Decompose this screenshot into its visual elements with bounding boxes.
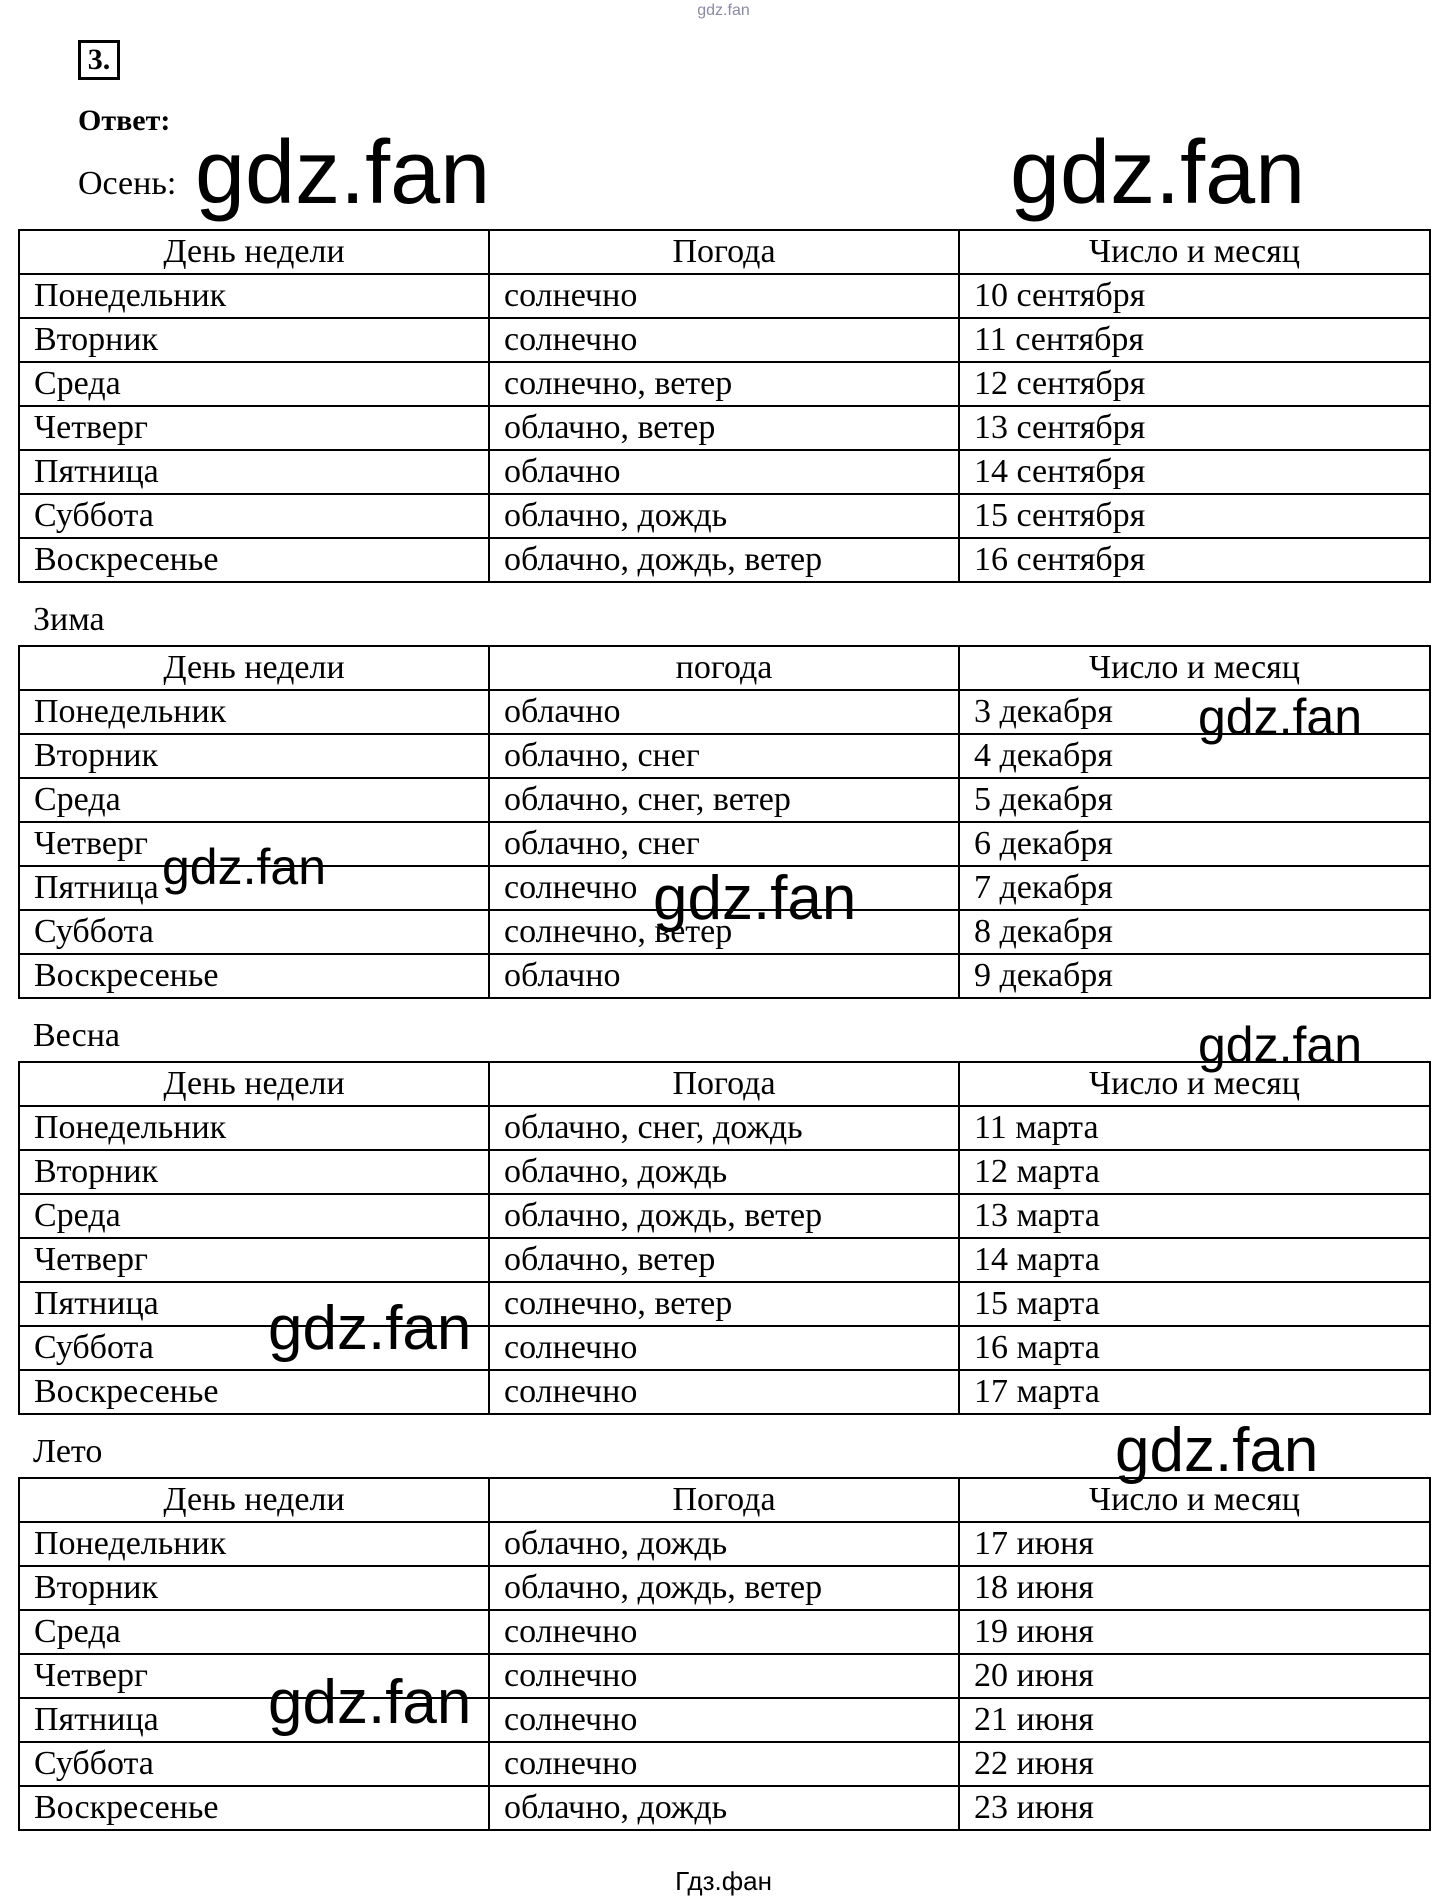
task-number: 3. (78, 40, 120, 80)
day-cell: Понедельник (19, 1522, 489, 1566)
date-cell: 16 сентября (959, 538, 1430, 582)
day-cell: Вторник (19, 318, 489, 362)
weather-cell: солнечно, ветер (489, 362, 959, 406)
table-row (19, 1742, 1430, 1786)
watermark: gdz.fan (1010, 123, 1306, 223)
date-cell: 22 июня (959, 1742, 1430, 1786)
table-row (19, 954, 1430, 998)
watermark: gdz.fan (195, 123, 491, 223)
weather-cell: солнечно (489, 1742, 959, 1786)
table-row (19, 318, 1430, 362)
date-cell: 10 сентября (959, 274, 1430, 318)
table-row (19, 1786, 1430, 1830)
date-cell: 12 марта (959, 1150, 1430, 1194)
weather-cell: солнечно (489, 1370, 959, 1414)
day-cell: Пятница (19, 866, 489, 910)
table-row (19, 450, 1430, 494)
season-title-autumn: Осень: (78, 165, 177, 202)
date-cell: 17 июня (959, 1522, 1430, 1566)
table-row (19, 1326, 1430, 1370)
weather-cell: солнечно (489, 866, 959, 910)
date-cell: 11 марта (959, 1106, 1430, 1150)
weather-cell: солнечно (489, 274, 959, 318)
table-row (19, 494, 1430, 538)
day-cell: Пятница (19, 450, 489, 494)
table-header-row (19, 646, 1430, 690)
weather-table-autumn (18, 229, 1431, 583)
table-row (19, 1282, 1430, 1326)
watermark: gdz.fan (1198, 689, 1363, 745)
watermark: gdz.fan (268, 1294, 472, 1363)
watermark: gdz.fan (268, 1668, 472, 1737)
table-header-row (19, 230, 1430, 274)
weather-cell: облачно, снег, дождь (489, 1106, 959, 1150)
day-cell: Воскресенье (19, 1786, 489, 1830)
weather-table-summer (18, 1477, 1431, 1831)
weather-cell: облачно, дождь (489, 494, 959, 538)
season-title-winter: Зима (33, 601, 105, 638)
weather-cell: солнечно, ветер (489, 910, 959, 954)
day-cell: Воскресенье (19, 538, 489, 582)
weather-cell: солнечно (489, 1698, 959, 1742)
weather-cell: солнечно (489, 1654, 959, 1698)
column-header: Число и месяц (959, 646, 1430, 690)
date-cell: 18 июня (959, 1566, 1430, 1610)
date-cell: 8 декабря (959, 910, 1430, 954)
date-cell: 21 июня (959, 1698, 1430, 1742)
weather-cell: облачно, дождь, ветер (489, 538, 959, 582)
date-cell: 9 декабря (959, 954, 1430, 998)
weather-cell: солнечно (489, 1610, 959, 1654)
date-cell: 15 сентября (959, 494, 1430, 538)
column-header: День недели (19, 646, 489, 690)
date-cell: 6 декабря (959, 822, 1430, 866)
day-cell: Четверг (19, 822, 489, 866)
date-cell: 12 сентября (959, 362, 1430, 406)
column-header: погода (489, 646, 959, 690)
table-row (19, 1522, 1430, 1566)
weather-cell: облачно, дождь (489, 1150, 959, 1194)
day-cell: Понедельник (19, 1106, 489, 1150)
table-row (19, 538, 1430, 582)
table-row (19, 1610, 1430, 1654)
column-header: День недели (19, 230, 489, 274)
column-header: Погода (489, 1478, 959, 1522)
column-header: День недели (19, 1062, 489, 1106)
table-row (19, 274, 1430, 318)
table-row (19, 1654, 1430, 1698)
date-cell: 16 марта (959, 1326, 1430, 1370)
table-row (19, 1566, 1430, 1610)
date-cell: 13 сентября (959, 406, 1430, 450)
column-header: Число и месяц (959, 1478, 1430, 1522)
season-title-spring: Весна (33, 1017, 120, 1054)
watermark: gdz.fan (1115, 1416, 1319, 1485)
table-row (19, 406, 1430, 450)
weather-cell: солнечно (489, 1326, 959, 1370)
date-cell: 4 декабря (959, 734, 1430, 778)
day-cell: Вторник (19, 1150, 489, 1194)
date-cell: 7 декабря (959, 866, 1430, 910)
watermark: gdz.fan (653, 864, 857, 933)
column-header: Число и месяц (959, 230, 1430, 274)
date-cell: 3 декабря (959, 690, 1430, 734)
weather-cell: облачно, снег (489, 734, 959, 778)
table-row (19, 1150, 1430, 1194)
day-cell: Понедельник (19, 690, 489, 734)
weather-cell: облачно, ветер (489, 406, 959, 450)
date-cell: 11 сентября (959, 318, 1430, 362)
day-cell: Суббота (19, 1742, 489, 1786)
day-cell: Воскресенье (19, 954, 489, 998)
date-cell: 20 июня (959, 1654, 1430, 1698)
column-header: Число и месяц (959, 1062, 1430, 1106)
table-row (19, 1370, 1430, 1414)
date-cell: 23 июня (959, 1786, 1430, 1830)
date-cell: 15 марта (959, 1282, 1430, 1326)
table-row (19, 1106, 1430, 1150)
top-watermark: gdz.fan (697, 2, 750, 19)
weather-cell: облачно (489, 954, 959, 998)
weather-cell: облачно, снег (489, 822, 959, 866)
day-cell: Суббота (19, 910, 489, 954)
table-row (19, 778, 1430, 822)
weather-cell: облачно, дождь, ветер (489, 1566, 959, 1610)
column-header: День недели (19, 1478, 489, 1522)
day-cell: Вторник (19, 734, 489, 778)
footer: Гдз.фан (675, 1866, 772, 1896)
weather-cell: солнечно (489, 318, 959, 362)
date-cell: 14 сентября (959, 450, 1430, 494)
table-row (19, 1238, 1430, 1282)
table-row (19, 1698, 1430, 1742)
day-cell: Понедельник (19, 274, 489, 318)
weather-cell: облачно, дождь (489, 1522, 959, 1566)
column-header: Погода (489, 1062, 959, 1106)
day-cell: Пятница (19, 1282, 489, 1326)
weather-table-spring (18, 1061, 1431, 1415)
day-cell: Четверг (19, 406, 489, 450)
day-cell: Среда (19, 362, 489, 406)
day-cell: Четверг (19, 1238, 489, 1282)
day-cell: Среда (19, 1610, 489, 1654)
weather-cell: облачно, ветер (489, 1238, 959, 1282)
day-cell: Суббота (19, 494, 489, 538)
watermark: gdz.fan (162, 839, 327, 895)
weather-cell: облачно, снег, ветер (489, 778, 959, 822)
day-cell: Суббота (19, 1326, 489, 1370)
date-cell: 19 июня (959, 1610, 1430, 1654)
weather-cell: облачно (489, 450, 959, 494)
answer-label: Ответ: (78, 104, 171, 137)
day-cell: Среда (19, 778, 489, 822)
date-cell: 17 марта (959, 1370, 1430, 1414)
date-cell: 14 марта (959, 1238, 1430, 1282)
column-header: Погода (489, 230, 959, 274)
season-title-summer: Лето (33, 1433, 103, 1470)
day-cell: Среда (19, 1194, 489, 1238)
weather-cell: облачно (489, 690, 959, 734)
day-cell: Воскресенье (19, 1370, 489, 1414)
date-cell: 13 марта (959, 1194, 1430, 1238)
watermark: gdz.fan (1198, 1017, 1363, 1073)
day-cell: Пятница (19, 1698, 489, 1742)
day-cell: Вторник (19, 1566, 489, 1610)
date-cell: 5 декабря (959, 778, 1430, 822)
day-cell: Четверг (19, 1654, 489, 1698)
table-row (19, 362, 1430, 406)
weather-cell: облачно, дождь (489, 1786, 959, 1830)
table-row (19, 1194, 1430, 1238)
weather-cell: солнечно, ветер (489, 1282, 959, 1326)
weather-cell: облачно, дождь, ветер (489, 1194, 959, 1238)
